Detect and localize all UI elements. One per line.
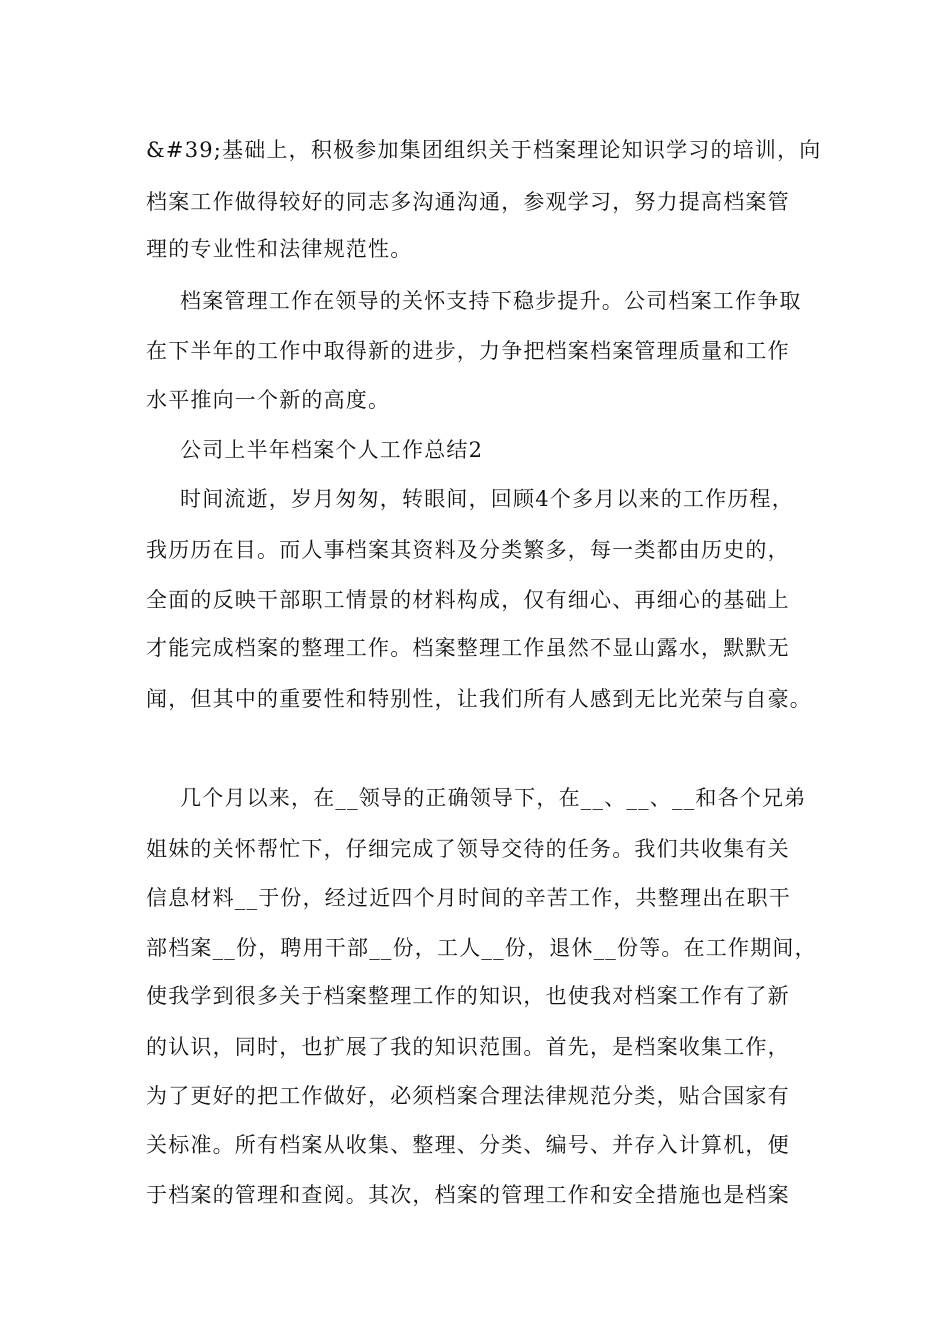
paragraph-line: 闻，但其中的重要性和特别性，让我们所有人感到无比光荣与自豪。 bbox=[146, 687, 812, 711]
paragraph-line: 档案管理工作在领导的关怀支持下稳步提升。公司档案工作争取 bbox=[180, 289, 802, 313]
paragraph-line: &#39;基础上，积极参加集团组织关于档案理论知识学习的培训，向 bbox=[146, 138, 822, 162]
paragraph-line: 全面的反映干部职工情景的材料构成，仅有细心、再细心的基础上 bbox=[146, 588, 790, 612]
paragraph-line: 时间流逝，岁月匆匆，转眼间，回顾4个多月以来的工作历程， bbox=[180, 487, 794, 511]
paragraph-line: 的认识，同时，也扩展了我的知识范围。首先，是档案收集工作， bbox=[146, 1035, 790, 1059]
paragraph-line: 姐妹的关怀帮忙下，仔细完成了领导交待的任务。我们共收集有关 bbox=[146, 837, 790, 861]
paragraph-line: 才能完成档案的整理工作。档案整理工作虽然不显山露水，默默无 bbox=[146, 636, 790, 660]
paragraph-line: 档案工作做得较好的同志多沟通沟通，参观学习，努力提高档案管 bbox=[146, 190, 790, 214]
paragraph-line: 于档案的管理和查阅。其次，档案的管理工作和安全措施也是档案 bbox=[146, 1183, 790, 1207]
paragraph-line: 在下半年的工作中取得新的进步，力争把档案档案管理质量和工作 bbox=[146, 339, 790, 363]
paragraph-line: 信息材料__于份，经过近四个月时间的辛苦工作，共整理出在职干 bbox=[146, 886, 791, 910]
paragraph-line: 为了更好的把工作做好，必须档案合理法律规范分类，贴合国家有 bbox=[146, 1084, 790, 1108]
paragraph-line: 理的专业性和法律规范性。 bbox=[146, 237, 413, 261]
paragraph-line: 几个月以来，在__领导的正确领导下，在__、__、__和各个兄弟 bbox=[180, 786, 807, 810]
paragraph-line: 使我学到很多关于档案整理工作的知识，也使我对档案工作有了新 bbox=[146, 984, 790, 1008]
paragraph-line: 部档案__份，聘用干部__份，工人__份，退休__份等。在工作期间， bbox=[146, 936, 817, 960]
section-heading: 公司上半年档案个人工作总结2 bbox=[180, 438, 484, 462]
paragraph-line: 关标准。所有档案从收集、整理、分类、编号、并存入计算机，便 bbox=[146, 1133, 790, 1157]
paragraph-line: 水平推向一个新的高度。 bbox=[146, 388, 391, 412]
paragraph-line: 我历历在目。而人事档案其资料及分类繁多，每一类都由历史的， bbox=[146, 538, 790, 562]
